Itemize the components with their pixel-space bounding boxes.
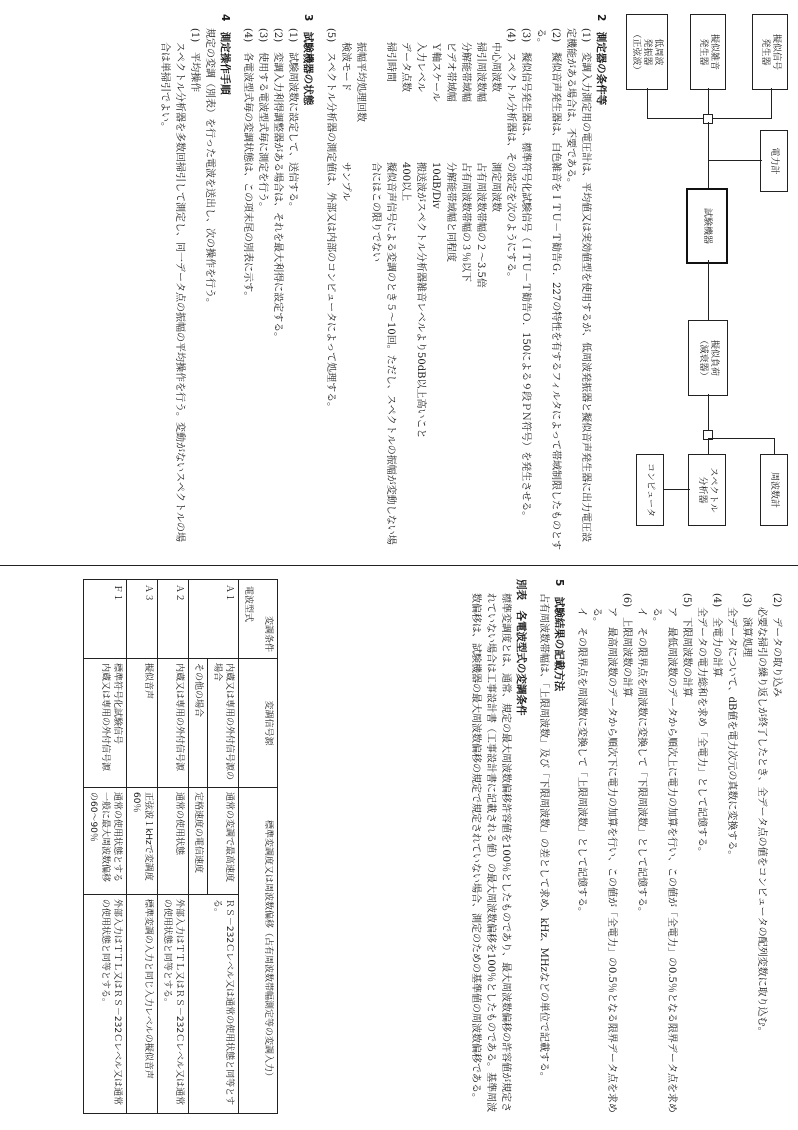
box-frequency-counter: 周波数計 bbox=[760, 454, 788, 526]
cell-type: Ａ２ bbox=[158, 580, 189, 659]
cell-condition-a: 通常の使用状態とする bbox=[112, 792, 122, 883]
sec4-step: (4) 全電力の計算 bbox=[711, 593, 722, 678]
annex-note: 標準変調度とは、通常、規定の最大周波数偏移許容値を100％としたものであり、最大周波数偏移の許容値が規定されていない場合は工事設計書（工事設計書に記載される値）の最大周波数偏移を100％としたものである。基準周波数偏移は、試験機器の最大周波数偏移の規定で規定されていない場合、測定のための基準値の周波数偏移である。 bbox=[470, 593, 511, 1113]
setting-key: 振幅平均処理回数 bbox=[355, 42, 366, 122]
sec4-step-detail: 全データの電力総和を求め「全電力」として記憶する。 bbox=[696, 607, 707, 857]
corner-bottom-label: 電波型式 bbox=[243, 586, 253, 623]
setting-key: 中心周波数 bbox=[490, 42, 501, 92]
sec4-step: (5) 下限周波数の計算 bbox=[681, 593, 692, 698]
page-divider bbox=[0, 565, 798, 566]
box-dummy-load: 擬似負荷 （減衰器） bbox=[688, 320, 728, 396]
setting-value: 擬似音声信号による変調のとき５～10回。ただし、スペクトルの振幅が変動しない場合にはこの限りでない bbox=[370, 162, 396, 545]
cell-input: 外部入力はＴＴＬ又はＲＳ－232Ｃレベル又は通常の使用状態と同等とする。 bbox=[84, 894, 127, 1113]
block-diagram bbox=[624, 14, 792, 549]
box-oscillator: 低周波 発振器 （正弦波） bbox=[626, 14, 668, 90]
sec2-item-1: (1) 変調入力測定用の電圧計は、平均値又は実効値型を使用するが、低周波発振器と擬似音声発生器に出力電圧設定機能がある場合は、不要である。 bbox=[565, 28, 591, 543]
sec4-step-detail: 必要な掃引の繰り返しが終了したとき、全データ点の値をコンピュータの配列変数に取り込む。 bbox=[756, 607, 767, 1037]
section-measuring-instruments bbox=[157, 14, 608, 551]
setting-key: 検波モード bbox=[340, 42, 351, 92]
sec4-step: (6) 上限周波数の計算 bbox=[621, 593, 632, 698]
sec4-step-detail: スペクトル分析器を多数回掃引して測定し、同一データ点の振幅の平均操作を行う。変動がないスペクトルの場合は単掃引でよい。 bbox=[159, 42, 185, 542]
modulation-conditions-table bbox=[83, 579, 278, 1114]
setting-value: サンプル bbox=[340, 162, 351, 202]
cell-type: Ｆ１ bbox=[84, 580, 127, 659]
box-power-meter: 電力計 bbox=[760, 130, 788, 192]
table-row bbox=[208, 580, 239, 1114]
cell-input: 外部入力はＴＴＬ又はＲＳ－232Ｃレベル又は通常の使用状態と同等とする。 bbox=[158, 894, 189, 1113]
sec4-step-detail: 全データについて、dB値を電力次元の真数に変換する。 bbox=[726, 607, 737, 861]
cell-condition: 通常の変調で最高速度 bbox=[208, 788, 239, 895]
sec4-step-detail: ア 最高周波数のデータから順次下に電力の加算を行い、この値が「全電力」の0.5％となる限界データ点を求める。 bbox=[591, 607, 617, 1113]
sec4-step: (3) 演算処理 bbox=[741, 593, 752, 658]
cell-signal: 内蔵又は専用の外付信号源 bbox=[158, 659, 189, 788]
sec4-step-detail: イ その限界点を周波数に変換して「下限周波数」として記憶する。 bbox=[636, 607, 647, 917]
cell-input: 標準変調の入力と同じ入力レベルの擬似音声 bbox=[127, 894, 158, 1113]
annex-heading: 別表 各電波型式の変調条件 bbox=[515, 579, 527, 716]
cell-condition: 定格速度の電信速度 bbox=[189, 788, 208, 895]
box-noise-generator: 擬似雑音 発生器 bbox=[690, 14, 726, 90]
setting-value bbox=[353, 162, 368, 551]
sec2-item-4: (4) スペクトル分析器は、その設定を次のようにする。 bbox=[505, 28, 516, 283]
table-row bbox=[84, 580, 127, 1114]
header-signal-source: 変調信号源 bbox=[239, 659, 278, 788]
section-4-heading: 4 測定操作手順 bbox=[219, 14, 231, 95]
section-3-heading: 3 試験機器の状態 bbox=[302, 14, 314, 106]
cell-signal bbox=[84, 659, 127, 788]
setting-key: Ｙ軸スケール bbox=[430, 42, 441, 102]
cell-condition-b: 一般に最大周波数偏移の60～90％ bbox=[88, 792, 110, 883]
sec3-item-3: (3) 使用する電波型式毎に測定を行う。 bbox=[257, 28, 268, 213]
setting-value: 分解能帯域幅と同程度 bbox=[445, 162, 456, 262]
sec2-item-5: (5) スペクトル分析器の測定値は、外部又は内部のコンピュータによって処理する。 bbox=[325, 28, 336, 413]
analyzer-settings bbox=[338, 14, 503, 551]
setting-value: 占有周波数帯幅の３％以下 bbox=[460, 162, 471, 282]
setting-key: データ点数 bbox=[400, 42, 411, 92]
cell-condition bbox=[84, 788, 127, 895]
sec4-step: (2) データの取り込み bbox=[771, 593, 782, 698]
box-spectrum-analyzer: スペクトル 分析器 bbox=[688, 454, 726, 526]
section-5-heading: 5 試験結果の記載方法 bbox=[553, 579, 565, 692]
cell-condition: 通常の使用状態 bbox=[158, 788, 189, 895]
sec3-item-4: (4) 各電波型式毎の変調状態は、この項末尾の別表に示す。 bbox=[242, 28, 253, 302]
sec3-item-2: (2) 変調入力利得調整器がある場合は、それを最大利得に設定する。 bbox=[272, 28, 283, 343]
lower-half bbox=[0, 565, 798, 1130]
setting-key: 掃引時間 bbox=[385, 42, 396, 82]
sec4-step-detail: イ その限界点を周波数に変換して「上限周波数」として記憶する。 bbox=[576, 607, 587, 917]
setting-value: 400以上 bbox=[400, 162, 411, 202]
setting-key: 分解能帯域幅 bbox=[460, 42, 471, 102]
setting-key: 掃引周波数幅 bbox=[475, 42, 486, 102]
cell-signal-b: 内蔵又は専用の外付信号源 bbox=[100, 663, 110, 772]
sec2-item-3: (3) 擬似信号発生器は、標準符号化試験信号（ＩＴＵ－Ｔ勧告Ｏ．150による９段ＰＮ符号）を発生させる。 bbox=[520, 28, 531, 522]
cell-type: Ａ１ bbox=[189, 580, 239, 659]
sec2-item-2: (2) 擬似音声発生器は、白色雑音をＩＴＵ－Ｔ勧告Ｇ．227の特性を有するフィルタによって帯域制限したものとする。 bbox=[535, 28, 561, 551]
sec5-body: 占有周波数帯幅は、「上限周波数」及び「下限周波数」の差として求め、kHz、MHzなどの単位で記載する。 bbox=[538, 593, 549, 1082]
setting-value: 搬送波がスペクトル分析器雑音レベルより50dB以上高いこと bbox=[415, 162, 426, 439]
section-2-heading: 2 測定器の条件等 bbox=[595, 14, 607, 106]
header-condition: 標準変調度又は周波数偏移（占有周波数帯幅測定等の変調入力） bbox=[239, 788, 278, 1114]
corner-top-label: 変調条件 bbox=[263, 615, 273, 652]
cell-signal: 擬似音声 bbox=[127, 659, 158, 788]
setting-value: 10dB/Div bbox=[430, 162, 441, 209]
section-procedure-continued bbox=[468, 579, 784, 1116]
sec4-intro: 規定の変調（別表）を行った電波を送出し、次の操作を行う。 bbox=[204, 28, 215, 308]
table-corner bbox=[239, 580, 278, 659]
cell-signal: 内蔵又は専用の外付信号源の場合 bbox=[208, 659, 239, 788]
cell-type: Ａ３ bbox=[127, 580, 158, 659]
cell-input: ＲＳ－232Ｃレベル又は通常の使用状態と同等とする。 bbox=[189, 894, 239, 1113]
sec4-step: (1) 平均操作 bbox=[189, 28, 200, 93]
sec4-step-detail: ア 最低周波数のデータから順次上に電力の加算を行い、この値が「全電力」の0.5％となる限界データ点を求める。 bbox=[651, 607, 677, 1113]
box-computer: コンピュータ bbox=[636, 454, 664, 526]
setting-value: 測定周波数 bbox=[490, 162, 501, 212]
cell-signal-a: 標準符号化試験信号 bbox=[112, 663, 122, 745]
box-signal-generator: 擬似信号 発生器 bbox=[752, 14, 788, 90]
cell-signal: その他の場合 bbox=[189, 659, 208, 788]
table-row bbox=[127, 580, 158, 1114]
box-device-under-test: 試験機器 bbox=[686, 188, 728, 264]
setting-key: ビデオ帯域幅 bbox=[445, 42, 456, 102]
table-row bbox=[158, 580, 189, 1114]
cell-condition: 正弦波１kHzで変調度60％ bbox=[127, 788, 158, 895]
sec3-item-1: (1) 試験周波数に設定して、送信する。 bbox=[287, 28, 298, 212]
setting-value: 占有周波数帯幅の２～3.5倍 bbox=[475, 162, 486, 288]
setting-key: 入力レベル bbox=[415, 42, 426, 92]
